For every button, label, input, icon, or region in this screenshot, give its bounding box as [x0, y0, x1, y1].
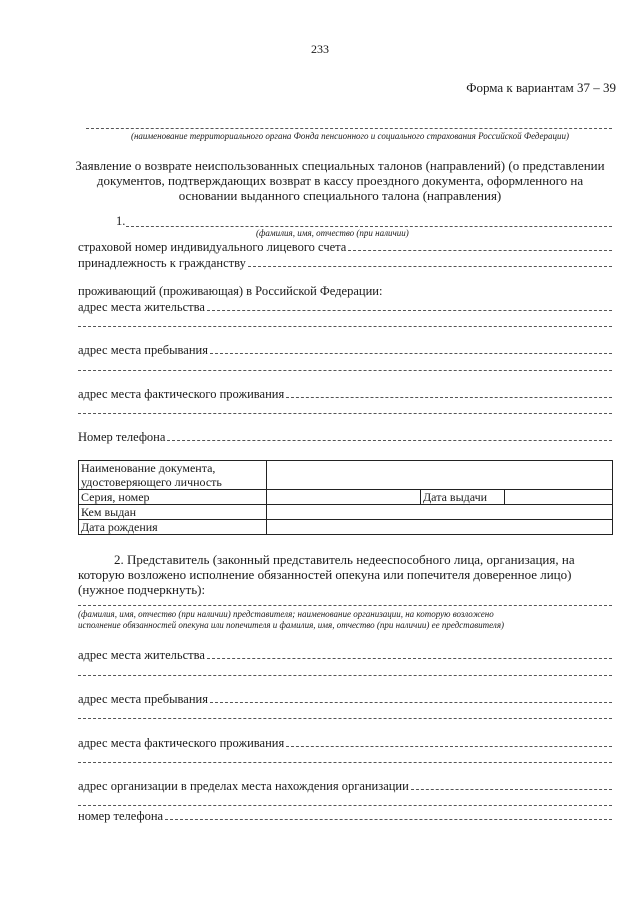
issue-date-label: Дата выдачи — [421, 490, 505, 505]
issued-by-value[interactable] — [267, 505, 613, 520]
issued-by-label: Кем выдан — [79, 505, 267, 520]
rep-stay-label: адрес места пребывания — [78, 692, 208, 706]
section2-text — [78, 552, 612, 597]
rep-stay-field[interactable] — [78, 692, 612, 706]
org-address-label: адрес организации в пределах места нахождения организации — [78, 779, 409, 793]
section2-line: (нужное подчеркнуть): — [78, 582, 206, 597]
title-line: основании выданного специального талона (направления) — [178, 188, 502, 203]
applicant-name-line[interactable] — [126, 226, 612, 227]
residing-label: проживающий (проживающая) в Российской Федерации: — [78, 284, 383, 298]
representative-caption: (фамилия, имя, отчество (при наличии) представителя; наименование организации, на которую возложено исполнение обязанностей опекуна или попечителя и фамилия, имя, отчество (при наличии) ее представителя) — [78, 609, 505, 630]
actual-label: адрес места фактического проживания — [78, 387, 285, 401]
actual-extra-line[interactable] — [78, 413, 612, 414]
title-line: документов, подтверждающих возврат в кассу проездного документа, оформленного на — [96, 173, 584, 188]
stay-label: адрес места пребывания — [78, 343, 208, 357]
rep-stay-extra-line[interactable] — [78, 718, 612, 719]
representative-name-line[interactable] — [78, 605, 612, 606]
doc-name-cell: Наименование документа, удостоверяющего личность — [79, 461, 267, 490]
birth-date-value[interactable] — [267, 520, 613, 535]
snils-label: страховой номер индивидуального лицевого счета — [78, 240, 347, 254]
citizenship-label: принадлежность к гражданству — [78, 256, 246, 270]
snils-field[interactable] — [78, 240, 612, 254]
rep-residence-label: адрес места жительства — [78, 648, 205, 662]
phone-field[interactable] — [78, 430, 612, 444]
identity-document-table — [78, 460, 613, 535]
rep-actual-extra-line[interactable] — [78, 762, 612, 763]
actual-field[interactable] — [78, 387, 612, 401]
title-line: Заявление о возврате неиспользованных специальных талонов (направлений) (о представлении — [75, 158, 605, 173]
document-title — [60, 158, 620, 203]
issue-date-value[interactable] — [505, 490, 613, 505]
form-label: Форма к вариантам 37 – 39 — [466, 80, 616, 95]
rep-phone-label: номер телефона — [78, 809, 164, 823]
doc-name-value[interactable] — [267, 461, 613, 490]
fund-caption: (наименование территориального органа Фонда пенсионного и социального страхования Российской Федерации) — [130, 131, 570, 141]
page-number: 233 — [311, 42, 329, 56]
series-value[interactable] — [267, 490, 421, 505]
rep-residence-field[interactable] — [78, 648, 612, 662]
org-address-field[interactable] — [78, 779, 612, 793]
citizenship-field[interactable] — [78, 256, 612, 270]
stay-extra-line[interactable] — [78, 370, 612, 371]
series-label: Серия, номер — [79, 490, 267, 505]
rep-residence-extra-line[interactable] — [78, 675, 612, 676]
section2-line: 2. Представитель (законный представитель недееспособного лица, организация, на — [114, 552, 575, 567]
residence-field[interactable] — [78, 300, 612, 314]
fund-name-line[interactable] — [86, 128, 612, 129]
stay-field[interactable] — [78, 343, 612, 357]
table-row — [79, 461, 613, 490]
residence-extra-line[interactable] — [78, 326, 612, 327]
section1-number: 1. — [116, 214, 126, 228]
rep-actual-label: адрес места фактического проживания — [78, 736, 285, 750]
rep-phone-field[interactable] — [78, 809, 612, 823]
table-row — [79, 520, 613, 535]
rep-actual-field[interactable] — [78, 736, 612, 750]
phone-label: Номер телефона — [78, 430, 166, 444]
birth-date-label: Дата рождения — [79, 520, 267, 535]
section2-line: которую возложено исполнение обязанностей опекуна или попечителя доверенное лицо) — [78, 567, 572, 582]
residence-label: адрес места жительства — [78, 300, 205, 314]
table-row — [79, 490, 613, 505]
table-row — [79, 505, 613, 520]
applicant-name-caption: (фамилия, имя, отчество (при наличии) — [256, 228, 409, 238]
org-address-extra-line[interactable] — [78, 805, 612, 806]
